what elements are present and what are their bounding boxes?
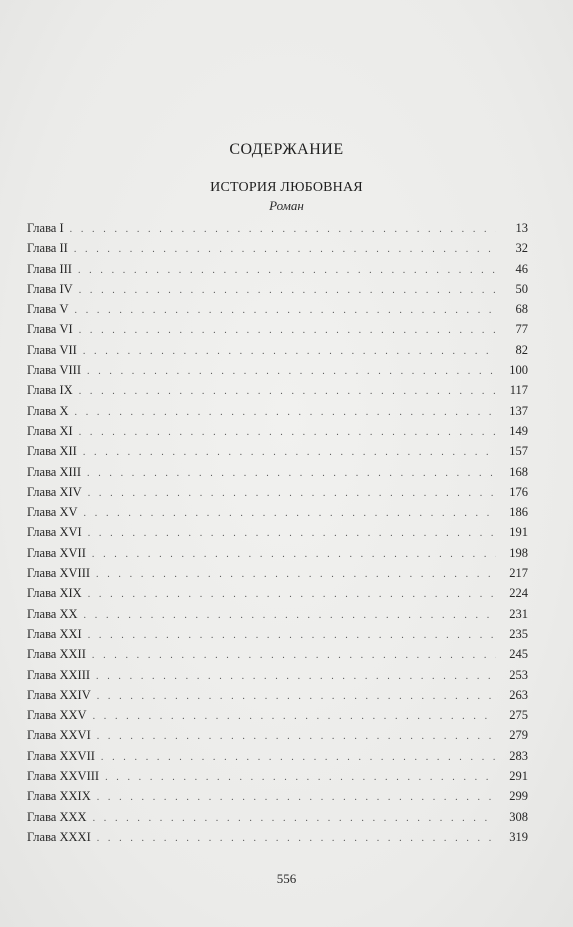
dot-leader	[93, 707, 496, 727]
toc-entry-label: Глава XIV	[27, 484, 82, 499]
dot-leader	[97, 829, 496, 849]
dot-leader	[75, 301, 496, 321]
toc-entry-page: 283	[509, 748, 528, 763]
toc-entry-label: Глава XV	[27, 505, 78, 520]
toc-entry-label: Глава IV	[27, 281, 73, 296]
toc-entry	[27, 401, 528, 421]
toc-entry-label: Глава XIII	[27, 464, 81, 479]
toc-entry-page: 82	[515, 342, 528, 357]
toc-entry	[27, 786, 528, 806]
toc-entry-label: Глава II	[27, 241, 68, 256]
toc-entry-label: Глава V	[27, 302, 69, 317]
toc-entry-page: 245	[509, 647, 528, 662]
toc-entry-page: 149	[509, 423, 528, 438]
toc-entry-page: 100	[509, 363, 528, 378]
toc-entry	[27, 807, 528, 827]
toc-entry	[27, 827, 528, 847]
toc-entry	[27, 299, 528, 319]
dot-leader	[97, 727, 496, 747]
dot-leader	[79, 281, 496, 301]
dot-leader	[84, 606, 496, 626]
toc-entry-label: Глава XXIII	[27, 667, 91, 682]
dot-leader	[88, 524, 496, 544]
dot-leader	[97, 788, 496, 808]
toc-entry	[27, 624, 528, 644]
dot-leader	[88, 585, 496, 605]
toc-entry	[27, 644, 528, 664]
toc-entry-page: 299	[509, 789, 528, 804]
toc-entry-page: 263	[509, 687, 528, 702]
dot-leader	[96, 565, 496, 585]
toc-entry	[27, 705, 528, 725]
dot-leader	[74, 240, 496, 260]
toc-entry-label: Глава XXIV	[27, 687, 91, 702]
toc-entry-label: Глава III	[27, 261, 72, 276]
toc-entry-label: Глава XVI	[27, 525, 82, 540]
toc-entry-page: 253	[509, 667, 528, 682]
toc-entry-label: Глава IX	[27, 383, 73, 398]
toc-entry-label: Глава XI	[27, 423, 73, 438]
toc-entry-page: 137	[509, 403, 528, 418]
dot-leader	[75, 403, 496, 423]
toc-entry-label: Глава XXVIII	[27, 769, 100, 784]
toc-entry-page: 68	[515, 302, 528, 317]
toc-entry-page: 50	[515, 281, 528, 296]
toc-entry-page: 308	[509, 809, 528, 824]
toc-entry	[27, 725, 528, 745]
toc-entry-label: Глава XXV	[27, 708, 87, 723]
toc-entry-label: Глава XIX	[27, 586, 82, 601]
dot-leader	[93, 809, 496, 829]
toc-entry	[27, 360, 528, 380]
dot-leader	[87, 362, 496, 382]
toc-entry-label: Глава XXVII	[27, 748, 95, 763]
toc-entry-page: 319	[509, 829, 528, 844]
toc-entry	[27, 462, 528, 482]
toc-entry-label: Глава XXXI	[27, 829, 91, 844]
dot-leader	[92, 646, 496, 666]
toc-entry-label: Глава XXVI	[27, 728, 91, 743]
toc-entry	[27, 746, 528, 766]
toc-entry	[27, 279, 528, 299]
toc-entry	[27, 340, 528, 360]
toc-entry	[27, 766, 528, 786]
dot-leader	[88, 484, 496, 504]
toc-entry-label: Глава VII	[27, 342, 77, 357]
dot-leader	[79, 321, 496, 341]
toc-entry-page: 217	[509, 566, 528, 581]
toc-entry	[27, 563, 528, 583]
toc-entry	[27, 238, 528, 258]
toc-entry	[27, 604, 528, 624]
dot-leader	[105, 768, 496, 788]
toc-entry-label: Глава XII	[27, 444, 77, 459]
toc-entry-page: 279	[509, 728, 528, 743]
toc-entry-page: 13	[515, 221, 528, 235]
toc-entry-page: 157	[509, 444, 528, 459]
dot-leader	[97, 687, 496, 707]
toc-entry	[27, 380, 528, 400]
toc-entry	[27, 665, 528, 685]
toc-entry-page: 46	[515, 261, 528, 276]
work-subtitle: Роман	[269, 198, 304, 213]
toc-entry-label: Глава VI	[27, 322, 73, 337]
toc-entry-page: 235	[509, 626, 528, 641]
toc-entry-page: 224	[509, 586, 528, 601]
toc-entry-label: Глава X	[27, 403, 69, 418]
toc-entry-label: Глава XXX	[27, 809, 87, 824]
toc-entry-page: 191	[509, 525, 528, 540]
toc-entry	[27, 421, 528, 441]
toc-entry-page: 198	[509, 545, 528, 560]
toc-entry-label: Глава VIII	[27, 363, 81, 378]
toc-entry	[27, 583, 528, 603]
toc-entry-page: 186	[509, 505, 528, 520]
table-of-contents	[27, 218, 528, 847]
dot-leader	[78, 261, 496, 281]
page-title: СОДЕРЖАНИЕ	[229, 141, 344, 158]
toc-entry-label: Глава XX	[27, 606, 78, 621]
toc-entry-page: 77	[515, 322, 528, 337]
toc-entry-page: 275	[509, 708, 528, 723]
dot-leader	[79, 423, 496, 443]
toc-entry-label: Глава I	[27, 221, 64, 235]
dot-leader	[79, 382, 496, 402]
toc-entry-label: Глава XXII	[27, 647, 86, 662]
page-number: 556	[276, 871, 297, 886]
toc-entry-page: 176	[509, 484, 528, 499]
dot-leader	[87, 464, 496, 484]
toc-entry-label: Глава XVII	[27, 545, 86, 560]
toc-entry	[27, 543, 528, 563]
toc-entry-page: 291	[509, 769, 528, 784]
toc-entry-page: 32	[515, 241, 528, 256]
dot-leader	[83, 342, 496, 362]
toc-entry	[27, 482, 528, 502]
dot-leader	[92, 545, 496, 565]
dot-leader	[70, 220, 496, 240]
toc-entry-page: 117	[509, 383, 528, 398]
dot-leader	[83, 443, 496, 463]
dot-leader	[84, 504, 496, 524]
dot-leader	[96, 667, 496, 687]
toc-entry-label: Глава XXI	[27, 626, 82, 641]
toc-entry	[27, 441, 528, 461]
toc-entry	[27, 259, 528, 279]
toc-entry-label: Глава XVIII	[27, 566, 91, 581]
toc-entry	[27, 685, 528, 705]
toc-entry	[27, 522, 528, 542]
toc-entry-page: 231	[509, 606, 528, 621]
dot-leader	[88, 626, 496, 646]
toc-entry-page: 168	[509, 464, 528, 479]
dot-leader	[101, 748, 496, 768]
toc-entry	[27, 218, 528, 238]
toc-entry-label: Глава XXIX	[27, 789, 91, 804]
work-title: ИСТОРИЯ ЛЮБОВНАЯ	[210, 180, 363, 195]
toc-entry	[27, 319, 528, 339]
toc-entry	[27, 502, 528, 522]
